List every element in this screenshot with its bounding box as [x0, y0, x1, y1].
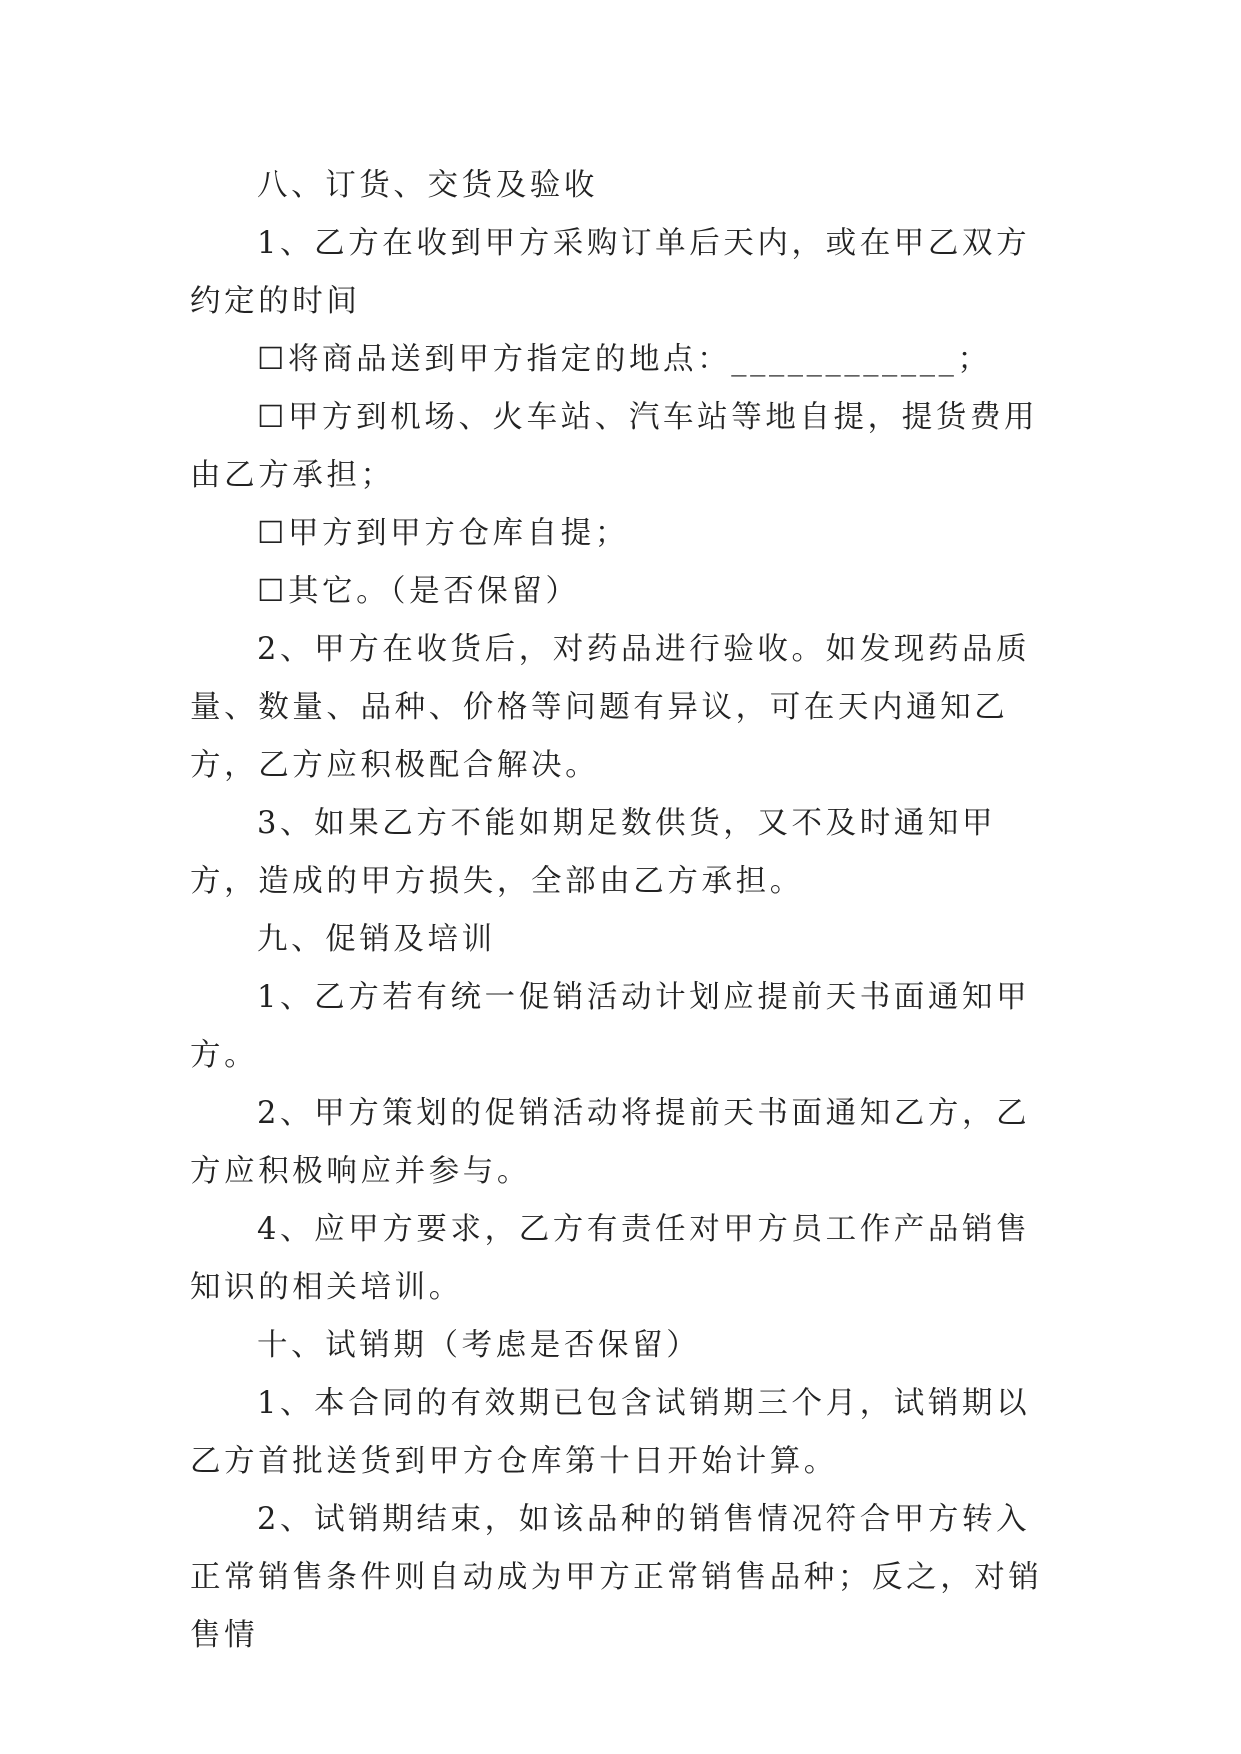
option-station-pickup: ☐甲方到机场、火车站、汽车站等地自提，提货费用由乙方承担； — [190, 400, 1039, 493]
paragraph-8-1: 1、乙方在收到甲方采购订单后天内，或在甲乙双方约定的时间 — [190, 226, 1031, 319]
option-delivery-address: ☐将商品送到甲方指定的地点：____________； — [257, 342, 992, 377]
paragraph-9-1: 1、乙方若有统一促销活动计划应提前天书面通知甲方。 — [190, 980, 1031, 1073]
paragraph-10-1: 1、本合同的有效期已包含试销期三个月，试销期以乙方首批送货到甲方仓库第十日开始计算。 — [190, 1386, 1031, 1479]
section-heading-8: 八、订货、交货及验收 — [257, 168, 598, 203]
section-heading-10: 十、试销期（考虑是否保留） — [257, 1328, 701, 1363]
paragraph-10-2: 2、试销期结束，如该品种的销售情况符合甲方转入正常销售条件则自动成为甲方正常销售品种；反之，对销售情 — [190, 1502, 1043, 1653]
option-other: ☐其它。（是否保留） — [257, 574, 580, 609]
option-warehouse-pickup: ☐甲方到甲方仓库自提； — [257, 516, 629, 551]
paragraph-9-2: 2、甲方策划的促销活动将提前天书面通知乙方，乙方应积极响应并参与。 — [190, 1096, 1031, 1189]
paragraph-8-3: 3、如果乙方不能如期足数供货，又不及时通知甲方，造成的甲方损失，全部由乙方承担。 — [190, 806, 997, 899]
paragraph-8-2: 2、甲方在收货后，对药品进行验收。如发现药品质量、数量、品种、价格等问题有异议，可在天内通知乙方，乙方应积极配合解决。 — [190, 632, 1031, 783]
paragraph-9-4: 4、应甲方要求，乙方有责任对甲方员工作产品销售知识的相关培训。 — [190, 1212, 1031, 1305]
section-heading-9: 九、促销及培训 — [257, 922, 496, 957]
document-body — [190, 157, 1050, 1665]
